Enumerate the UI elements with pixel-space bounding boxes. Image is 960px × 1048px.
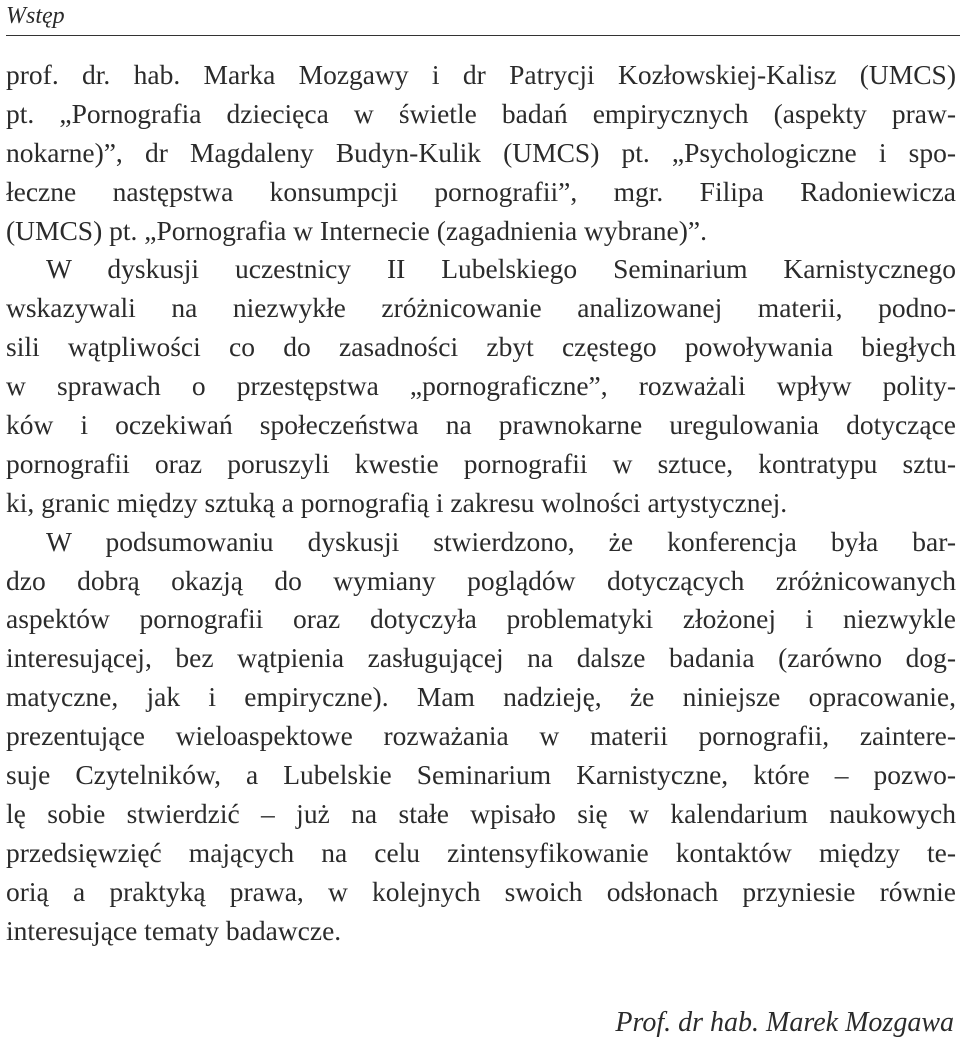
text-line: pornografii oraz poruszyli kwestie pornografii w sztuce, kontratypu sztu- — [6, 447, 956, 479]
text-line: matyczne, jak i empiryczne). Mam nadzieję, że niniejsze opracowanie, — [6, 681, 956, 713]
text-line: prof. dr. hab. Marka Mozgawy i dr Patrycji Kozłowskiej-Kalisz (UMCS) — [6, 59, 956, 90]
text-line: pt. „Pornografia dziecięca w świetle badań empirycznych (aspekty praw- — [6, 97, 956, 129]
text-line: W podsumowaniu dyskusji stwierdzono, że konferencja była bar- — [46, 525, 956, 557]
text-line: sili wątpliwości co do zasadności zbyt częstego powoływania biegłych — [6, 331, 956, 363]
author-signature: Prof. dr hab. Marek Mozgawa — [615, 1007, 954, 1038]
text-line: przedsięwzięć mających na celu zintensyfikowanie kontaktów między te- — [6, 836, 956, 868]
text-line: aspektów pornografii oraz dotyczyła problematyki złożonej i niezwykle — [6, 603, 956, 635]
text-line: W dyskusji uczestnicy II Lubelskiego Seminarium Karnistycznego — [46, 253, 956, 285]
text-line: ków i oczekiwań społeczeństwa na prawnokarne uregulowania dotyczące — [6, 409, 956, 441]
text-line: interesującej, bez wątpienia zasługującej na dalsze badania (zarówno dog- — [6, 642, 956, 674]
text-line: lę sobie stwierdzić – już na stałe wpisało się w kalendarium naukowych — [6, 797, 956, 829]
text-line: łeczne następstwa konsumpcji pornografii”, mgr. Filipa Radoniewicza — [6, 175, 956, 207]
running-header-title: Wstęp — [6, 3, 65, 29]
text-line: wskazywali na niezwykłe zróżnicowanie analizowanej materii, podno- — [6, 292, 956, 324]
text-line: w sprawach o przestępstwa „pornograficzne”, rozważali wpływ polity- — [6, 370, 956, 402]
text-line: nokarne)”, dr Magdaleny Budyn-Kulik (UMCS) pt. „Psychologiczne i spo- — [6, 136, 956, 168]
text-line: orią a praktyką prawa, w kolejnych swoich odsłonach przyniesie równie — [6, 875, 956, 907]
text-line: interesujące tematy badawcze. — [6, 914, 342, 946]
text-line: prezentujące wieloaspektowe rozważania w materii pornografii, zaintere- — [6, 720, 956, 752]
text-line: ki, granic między sztuką a pornografią i zakresu wolności artystycznej. — [6, 486, 788, 518]
running-header — [6, 0, 960, 36]
body-text — [6, 56, 956, 950]
text-line: suje Czytelników, a Lubelskie Seminarium Karnistyczne, które – pozwo- — [6, 759, 956, 791]
text-line: (UMCS) pt. „Pornografia w Internecie (zagadnienia wybrane)”. — [6, 214, 707, 246]
text-line: dzo dobrą okazją do wymiany poglądów dotyczących zróżnicowanych — [6, 564, 956, 596]
